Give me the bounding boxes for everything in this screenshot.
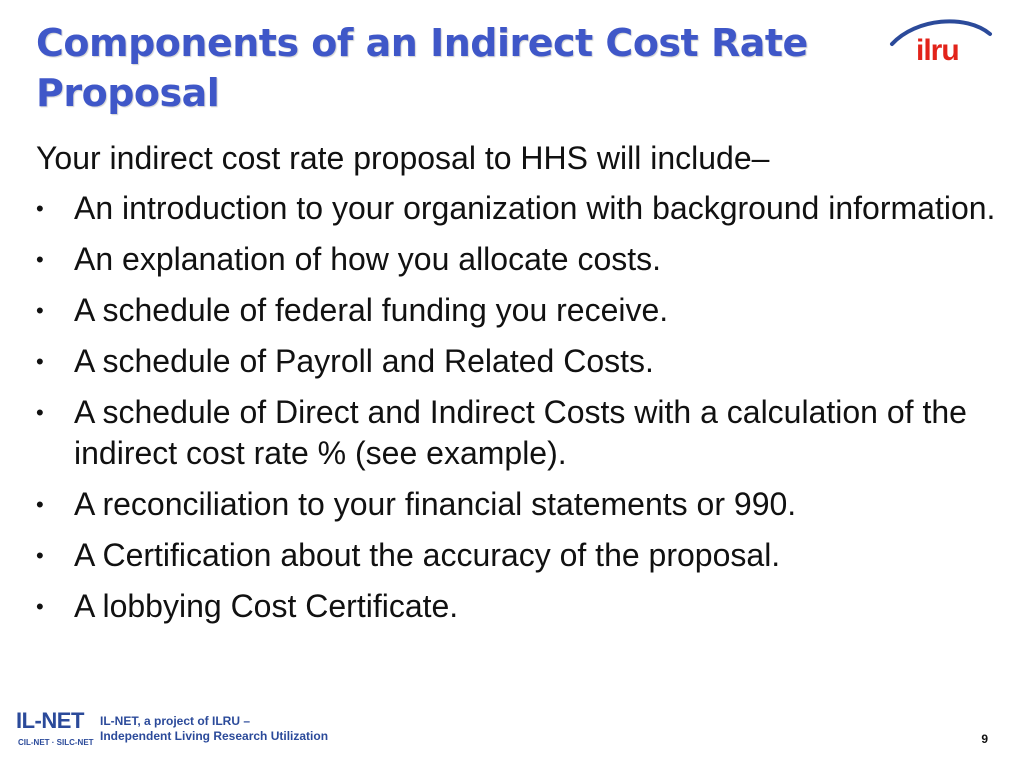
bullet-icon: • [36, 400, 44, 425]
bullet-text: A schedule of Payroll and Related Costs. [74, 343, 654, 379]
bullet-icon: • [36, 349, 44, 374]
bullet-icon: • [36, 247, 44, 272]
il-net-logo [14, 708, 94, 752]
bullet-item [36, 290, 996, 331]
footer-text [100, 714, 328, 744]
bullet-item [36, 188, 996, 229]
ilru-logo [886, 14, 996, 76]
bullet-icon: • [36, 492, 44, 517]
bullet-item [36, 484, 996, 525]
bullet-item [36, 341, 996, 382]
bullet-icon: • [36, 594, 44, 619]
bullet-icon: • [36, 543, 44, 568]
slide-title: Components of an Indirect Cost Rate Proposal [36, 21, 808, 115]
footer-line-2: Independent Living Research Utilization [100, 729, 329, 743]
bullet-list [36, 188, 996, 627]
bullet-item [36, 392, 996, 474]
bullet-icon: • [36, 196, 44, 221]
bullet-text: An introduction to your organization with background information. [74, 190, 996, 226]
bullet-icon: • [36, 298, 44, 323]
bullet-text: A schedule of Direct and Indirect Costs with a calculation of the indirect cost rate % (see example). [74, 394, 967, 471]
il-net-logo-text: IL-NET [16, 708, 84, 733]
bullet-text: An explanation of how you allocate costs. [74, 241, 662, 277]
intro-text: Your indirect cost rate proposal to HHS will include– [36, 140, 770, 176]
bullet-text: A reconciliation to your financial statements or 990. [74, 486, 797, 522]
slide-body [36, 138, 996, 637]
ilru-logo-text: ilru [916, 34, 959, 67]
page-number: 9 [981, 732, 988, 746]
bullet-item [36, 586, 996, 627]
bullet-text: A Certification about the accuracy of the proposal. [74, 537, 781, 573]
bullet-item [36, 535, 996, 576]
il-net-logo-subtext: CIL-NET · SILC-NET [18, 738, 94, 747]
footer-line-1: IL-NET, a project of ILRU – [100, 714, 251, 728]
bullet-text: A schedule of federal funding you receive. [74, 292, 669, 328]
bullet-text: A lobbying Cost Certificate. [74, 588, 459, 624]
bullet-item [36, 239, 996, 280]
